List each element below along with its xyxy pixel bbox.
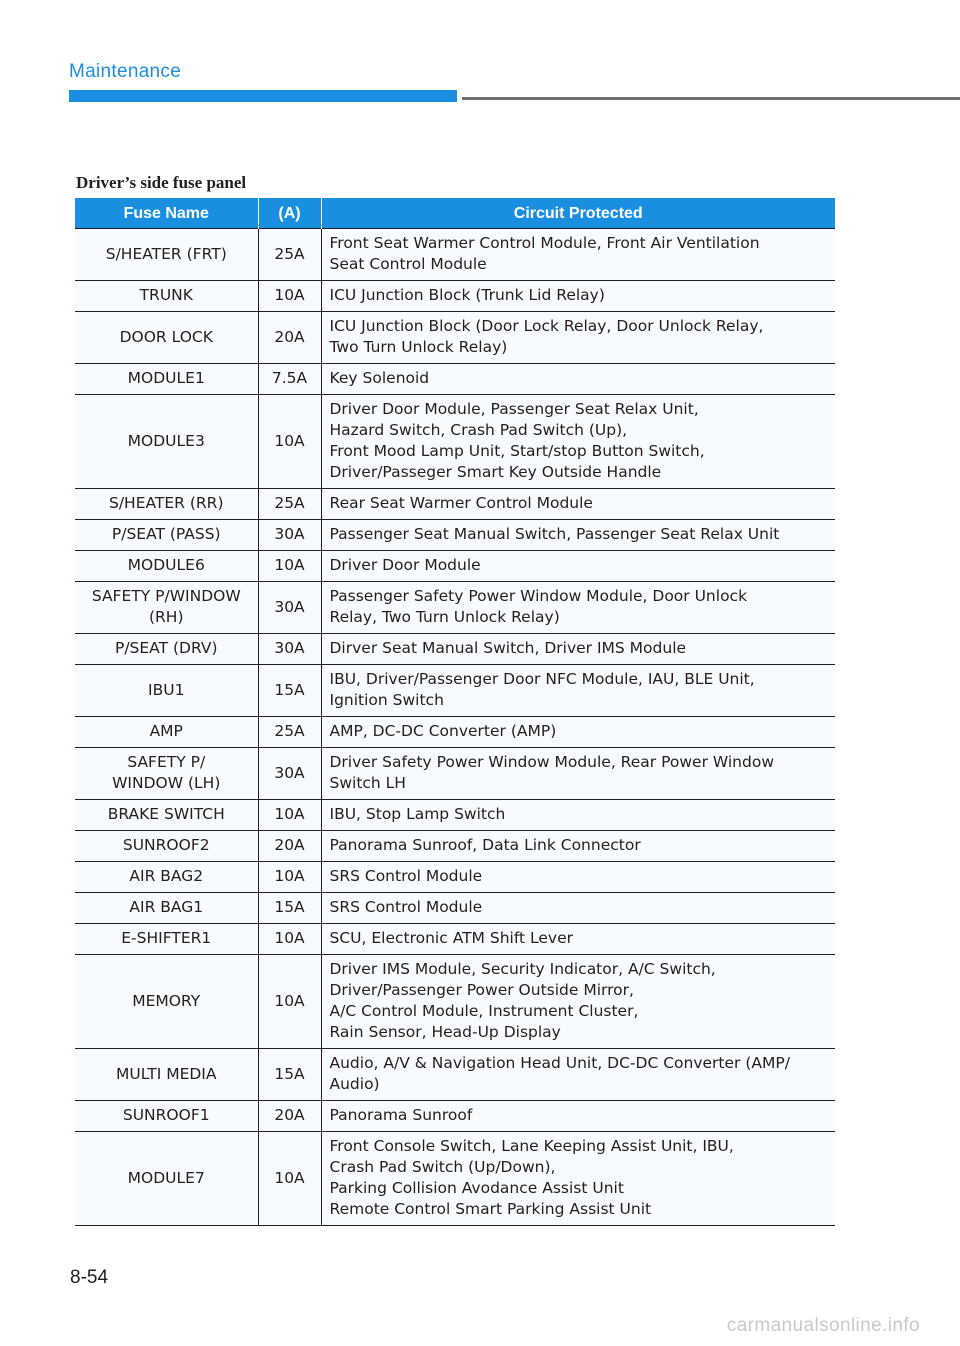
amperage-cell: 30A [258, 582, 321, 634]
table-row [75, 229, 835, 281]
fuse-name-cell: AIR BAG2 [75, 862, 258, 893]
circuit-cell: IBU, Stop Lamp Switch [321, 800, 835, 831]
amperage-cell: 20A [258, 312, 321, 364]
fuse-name-cell: DOOR LOCK [75, 312, 258, 364]
table-row [75, 831, 835, 862]
table-row [75, 489, 835, 520]
table-row [75, 893, 835, 924]
amperage-cell: 10A [258, 800, 321, 831]
fuse-name-cell: P/SEAT (DRV) [75, 634, 258, 665]
amperage-cell: 7.5A [258, 364, 321, 395]
fuse-name-cell: SAFETY P/WINDOW (RH) [75, 582, 258, 634]
table-row [75, 1049, 835, 1101]
circuit-cell: Driver Door Module, Passenger Seat Relax Unit, Hazard Switch, Crash Pad Switch (Up), Front Mood Lamp Unit, Start/stop Button Switch, Driver/Passeger Smart Key Outside Handle [321, 395, 835, 489]
table-row [75, 364, 835, 395]
circuit-cell: Front Console Switch, Lane Keeping Assist Unit, IBU, Crash Pad Switch (Up/Down), Parking Collision Avodance Assist Unit Remote Control Smart Parking Assist Unit [321, 1132, 835, 1226]
fuse-name-cell: MODULE3 [75, 395, 258, 489]
amperage-cell: 25A [258, 489, 321, 520]
header-fuse-name: Fuse Name [75, 198, 258, 229]
circuit-cell: IBU, Driver/Passenger Door NFC Module, IAU, BLE Unit, Ignition Switch [321, 665, 835, 717]
header-rule [462, 97, 960, 100]
fuse-name-cell: MULTI MEDIA [75, 1049, 258, 1101]
table-row [75, 281, 835, 312]
circuit-cell: AMP, DC-DC Converter (AMP) [321, 717, 835, 748]
section-title: Maintenance [69, 61, 182, 82]
amperage-cell: 30A [258, 520, 321, 551]
circuit-cell: Driver Door Module [321, 551, 835, 582]
amperage-cell: 25A [258, 229, 321, 281]
amperage-cell: 10A [258, 862, 321, 893]
circuit-cell: SRS Control Module [321, 893, 835, 924]
amperage-cell: 10A [258, 281, 321, 312]
amperage-cell: 15A [258, 665, 321, 717]
fuse-name-cell: MODULE6 [75, 551, 258, 582]
table-row [75, 312, 835, 364]
watermark: carmanualsonline.info [726, 1315, 920, 1336]
fuse-name-cell: MODULE7 [75, 1132, 258, 1226]
table-row [75, 955, 835, 1049]
circuit-cell: Audio, A/V & Navigation Head Unit, DC-DC Converter (AMP/ Audio) [321, 1049, 835, 1101]
fuse-name-cell: SUNROOF1 [75, 1101, 258, 1132]
table-row [75, 665, 835, 717]
amperage-cell: 20A [258, 1101, 321, 1132]
amperage-cell: 10A [258, 924, 321, 955]
circuit-cell: Dirver Seat Manual Switch, Driver IMS Module [321, 634, 835, 665]
fuse-name-cell: MODULE1 [75, 364, 258, 395]
table-row [75, 634, 835, 665]
amperage-cell: 15A [258, 1049, 321, 1101]
table-row [75, 395, 835, 489]
fuse-table [75, 198, 835, 1226]
header-accent-bar [69, 90, 457, 102]
table-row [75, 800, 835, 831]
circuit-cell: ICU Junction Block (Door Lock Relay, Door Unlock Relay, Two Turn Unlock Relay) [321, 312, 835, 364]
page-number: 8-54 [70, 1267, 109, 1288]
table-row [75, 551, 835, 582]
amperage-cell: 25A [258, 717, 321, 748]
circuit-cell: Panorama Sunroof [321, 1101, 835, 1132]
fuse-name-cell: SAFETY P/ WINDOW (LH) [75, 748, 258, 800]
table-caption: Driver’s side fuse panel [76, 173, 247, 192]
circuit-cell: SCU, Electronic ATM Shift Lever [321, 924, 835, 955]
amperage-cell: 30A [258, 748, 321, 800]
fuse-name-cell: MEMORY [75, 955, 258, 1049]
circuit-cell: Panorama Sunroof, Data Link Connector [321, 831, 835, 862]
table-row [75, 1101, 835, 1132]
table-row [75, 924, 835, 955]
table-row [75, 582, 835, 634]
fuse-name-cell: TRUNK [75, 281, 258, 312]
fuse-name-cell: AIR BAG1 [75, 893, 258, 924]
fuse-name-cell: AMP [75, 717, 258, 748]
amperage-cell: 20A [258, 831, 321, 862]
fuse-name-cell: P/SEAT (PASS) [75, 520, 258, 551]
circuit-cell: SRS Control Module [321, 862, 835, 893]
header-amperage: (A) [258, 198, 321, 229]
amperage-cell: 10A [258, 955, 321, 1049]
table-row [75, 748, 835, 800]
table-row [75, 862, 835, 893]
circuit-cell: Driver IMS Module, Security Indicator, A/C Switch, Driver/Passenger Power Outside Mirror, A/C Control Module, Instrument Cluster, Rain Sensor, Head-Up Display [321, 955, 835, 1049]
amperage-cell: 30A [258, 634, 321, 665]
circuit-cell: Front Seat Warmer Control Module, Front Air Ventilation Seat Control Module [321, 229, 835, 281]
circuit-cell: Rear Seat Warmer Control Module [321, 489, 835, 520]
table-row [75, 1132, 835, 1226]
circuit-cell: ICU Junction Block (Trunk Lid Relay) [321, 281, 835, 312]
fuse-name-cell: BRAKE SWITCH [75, 800, 258, 831]
fuse-name-cell: S/HEATER (RR) [75, 489, 258, 520]
fuse-name-cell: SUNROOF2 [75, 831, 258, 862]
amperage-cell: 10A [258, 551, 321, 582]
circuit-cell: Driver Safety Power Window Module, Rear Power Window Switch LH [321, 748, 835, 800]
fuse-name-cell: IBU1 [75, 665, 258, 717]
fuse-name-cell: S/HEATER (FRT) [75, 229, 258, 281]
fuse-name-cell: E-SHIFTER1 [75, 924, 258, 955]
circuit-cell: Passenger Seat Manual Switch, Passenger Seat Relax Unit [321, 520, 835, 551]
circuit-cell: Passenger Safety Power Window Module, Door Unlock Relay, Two Turn Unlock Relay) [321, 582, 835, 634]
amperage-cell: 10A [258, 1132, 321, 1226]
amperage-cell: 15A [258, 893, 321, 924]
table-row [75, 717, 835, 748]
table-header-row [75, 198, 835, 229]
circuit-cell: Key Solenoid [321, 364, 835, 395]
header-circuit-protected: Circuit Protected [321, 198, 835, 229]
amperage-cell: 10A [258, 395, 321, 489]
table-row [75, 520, 835, 551]
